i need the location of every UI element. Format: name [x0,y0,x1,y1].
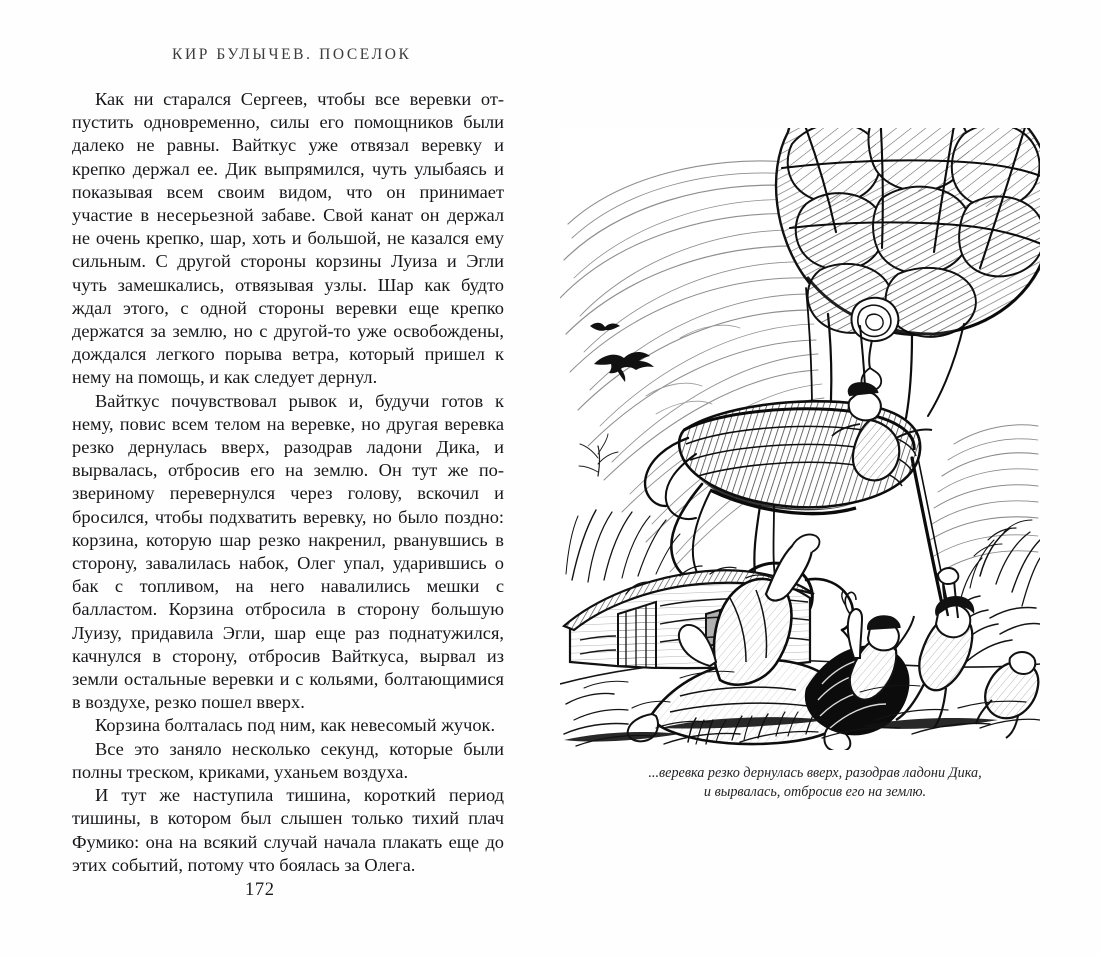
illustration-block [560,128,1060,808]
body-paragraph: Вайткус почувствовал рывок и, будучи готов к нему, повис всем телом на веревке, но другая веревка резко дернулась вверх, разодрав ладони Дика, и вырвалась, отбросив его на землю. Он тут же по-звериному перевернулся через голову, вскочил и бросился, чтобы подхватить веревку, но было поздно: корзина, которую шар резко накренил, рванувшись в сторону, завалилась набок, Олег упал, ударившись о бак с топливом, на него навалились мешки с балластом. Корзина отбросила в сторону большую Луизу, придавила Эгли, шар еще раз поднатужился, качнулся в сторону, отбросив Вайткуса, вырвал из земли остальные веревки и с кольями, болтающимися в воздухе, резко пошел вверх. [72,390,504,713]
body-paragraph: Все это заняло несколько секунд, которые были полны треском, криками, уханьем воздуха. [72,738,504,782]
caption-line-2: и вырвалась, отбросив его на землю. [703,784,927,800]
body-paragraph: Корзина болталась под ним, как невесомый жучок. [95,715,496,736]
illustration-figure [560,128,1040,750]
body-paragraph: И тут же наступила тишина, короткий период тишины, в котором был слышен только тихий плач Фумико: она на всякий случай начала плакать еще до этих событий, потому что боялась за Олега. [72,785,504,875]
hot-air-balloon [776,128,1040,337]
page-number: 172 [245,880,275,900]
illustration-caption [610,764,1020,802]
caption-line-1: ...веревка резко дернулась вверх, разодрав ладони Дика, [648,765,982,781]
running-header: КИР БУЛЫЧЕВ. ПОСЕЛОК [172,46,412,63]
body-text-column [72,88,504,877]
balloon-launch-drawing [560,128,1040,750]
body-paragraph: Как ни старался Сергеев, чтобы все веревки отпустить одновременно, силы его помощников были далеко не равны. Вайткус уже отвязал веревку и крепко держал ее. Дик выпрямился, чуть улыбаясь и показывая всем своим видом, что он принимает участие в несерьезной забаве. Свой канат он держал не очень крепко, шар, хоть и большой, не казался ему сильным. С другой стороны корзины Луиза и Эгли чуть замешкались, отвязывая узлы. Шар как будто ждал этого, с одной стороны веревки еще крепко держатся за землю, но с другой-то уже освобождены, дождался легкого порыва ветра, который пришел к нему на помощь, и как следует дернул. [72,89,504,388]
